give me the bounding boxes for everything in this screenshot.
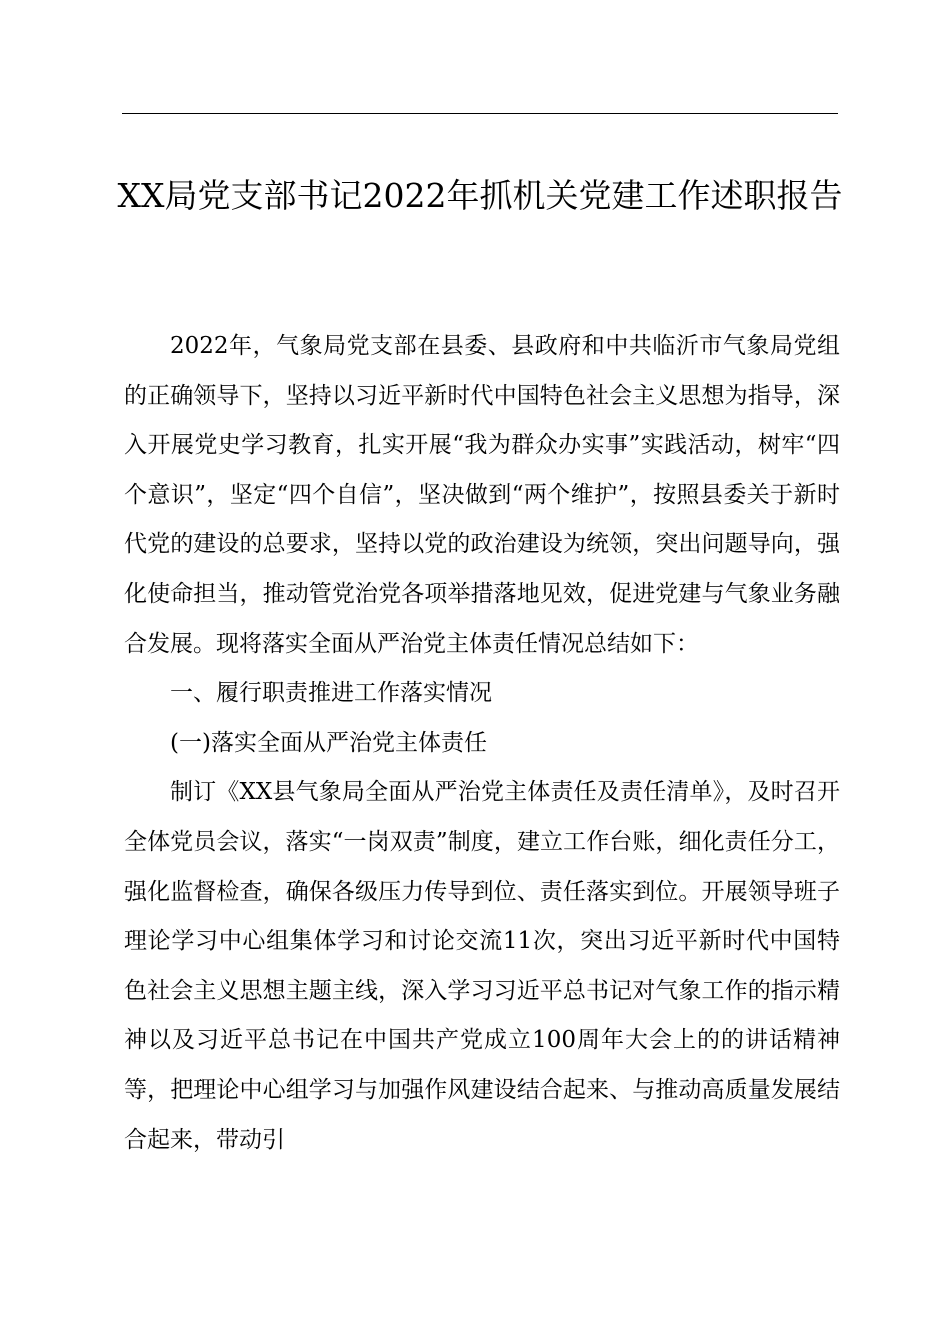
paragraph-body-1: 制订《XX县气象局全面从严治党主体责任及责任清单》，及时召开全体党员会议，落实“一岗双责”制度，建立工作台账，细化责任分工，强化监督检查，确保各级压力传导到位、责任落实到位。开展领导班子理论学习中心组集体学习和讨论交流11次，突出习近平新时代中国特色社会主义思想主题主线，深入学习习近平总书记对气象工作的指示精神以及习近平总书记在中国共产党成立100周年大会上的的讲话精神等，把理论中心组学习与加强作风建设结合起来、与推动高质量发展结合起来，带动引 — [124, 779, 840, 1153]
paragraph-intro: 2022年，气象局党支部在县委、县政府和中共临沂市气象局党组的正确领导下，坚持以习近平新时代中国特色社会主义思想为指导，深入开展党史学习教育，扎实开展“我为群众办实事”实践活动，树牢“四个意识”，坚定“四个自信”，坚决做到“两个维护”，按照县委关于新时代党的建设的总要求，坚持以党的政治建设为统领，突出问题导向，强化使命担当，推动管党治党各项举措落地见效，促进党建与气象业务融合发展。现将落实全面从严治党主体责任情况总结如下： — [124, 333, 840, 657]
section-heading-1: 一、履行职责推进工作落实情况 — [170, 680, 492, 707]
header-rule — [122, 113, 838, 114]
subsection-heading-1: (一)落实全面从严治党主体责任 — [170, 729, 487, 756]
page-title: XX局党支部书记2022年抓机关党建工作述职报告 — [117, 176, 843, 215]
document-body — [124, 322, 840, 1165]
